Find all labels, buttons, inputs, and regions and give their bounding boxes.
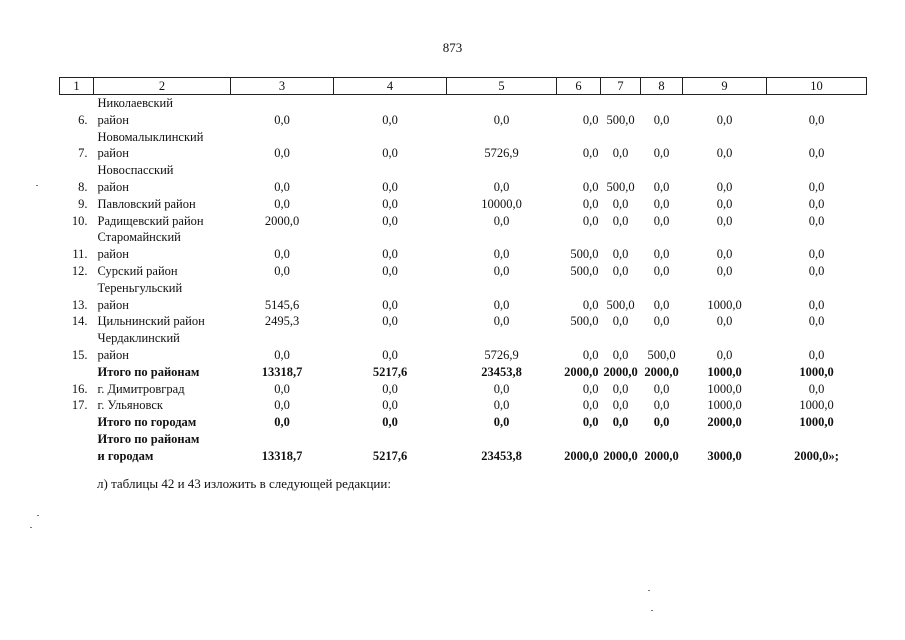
value-cell-col-3: 0,0 <box>274 179 290 194</box>
value-cell-col-10: 0,0 <box>808 213 825 228</box>
value-cell-col-8: 2000,0 <box>644 364 679 379</box>
value-cell-col-7: 2000,0 <box>603 448 638 463</box>
value-cell-col-7: 0,0 <box>612 398 629 413</box>
district-name-line: и городам <box>97 448 154 463</box>
district-name <box>94 381 231 398</box>
value-cell-col-6: 0,0 <box>582 381 599 396</box>
scan-speck <box>30 527 32 528</box>
value-cell-col-9: 0,0 <box>716 213 733 228</box>
value-cell-col-8: 0,0 <box>653 213 670 228</box>
value-cell-col-9: 2000,0 <box>707 415 742 430</box>
district-name-line: Итого по районам <box>97 431 200 446</box>
district-name-line: Николаевский <box>97 96 173 110</box>
value-cell-col-10: 0,0 <box>808 179 825 194</box>
value-cell-col-4: 0,0 <box>382 415 398 430</box>
row-number <box>60 431 94 465</box>
row-number <box>60 364 94 381</box>
value-cell-col-9: 0,0 <box>716 179 733 194</box>
value-cell-col-6: 2000,0 <box>564 364 599 379</box>
district-name-line: Чердаклинский <box>97 331 180 346</box>
header-cell: 3 <box>231 78 334 95</box>
value-cell-col-10: 0,0 <box>808 263 825 278</box>
district-name-line: район <box>97 347 129 362</box>
row-number: 9. <box>78 196 88 211</box>
value-cell-col-6: 0,0 <box>582 112 599 127</box>
table-row <box>60 313 867 330</box>
value-cell-col-5: 0,0 <box>493 415 510 430</box>
value-cell-col-4: 0,0 <box>382 112 398 127</box>
budget-table <box>59 77 867 465</box>
district-name <box>94 414 231 431</box>
value-cell-col-7: 500,0 <box>606 297 635 312</box>
value-cell-col-5: 0,0 <box>493 398 510 413</box>
row-number: 8. <box>78 179 88 194</box>
value-cell-col-4: 0,0 <box>382 213 398 228</box>
value-cell-col-3: 0,0 <box>274 415 290 430</box>
value-cell-col-7: 0,0 <box>612 146 629 161</box>
header-cell: 4 <box>334 78 447 95</box>
value-cell-col-3: 0,0 <box>274 347 290 362</box>
value-cell-col-4: 0,0 <box>382 398 398 413</box>
value-cell-col-7: 0,0 <box>612 263 629 278</box>
value-cell-col-4: 0,0 <box>382 146 398 161</box>
table-row <box>60 280 867 314</box>
row-number: 6. <box>78 112 88 127</box>
value-cell-col-4: 0,0 <box>382 196 398 211</box>
table-row <box>60 196 867 213</box>
district-name-line: Итого по городам <box>97 415 197 430</box>
value-cell-col-4: 0,0 <box>382 247 398 262</box>
district-name-line: г. Димитровград <box>97 381 185 396</box>
value-cell-col-9: 3000,0 <box>707 448 742 463</box>
value-cell-col-3: 0,0 <box>274 263 290 278</box>
district-name-line: Цильнинский район <box>97 314 205 329</box>
value-cell-col-8: 0,0 <box>653 247 670 262</box>
value-cell-col-4: 5217,6 <box>372 364 408 379</box>
district-name-line: район <box>97 247 129 262</box>
value-cell-col-5: 0,0 <box>493 179 510 194</box>
value-cell-col-8: 0,0 <box>653 179 670 194</box>
value-cell-col-6: 0,0 <box>582 415 599 430</box>
value-cell-col-5: 5726,9 <box>484 347 519 362</box>
header-cell: 1 <box>60 78 94 95</box>
value-cell-col-8: 0,0 <box>653 263 670 278</box>
value-cell-col-3: 0,0 <box>274 112 290 127</box>
scan-speck <box>648 590 650 591</box>
value-cell-col-7: 0,0 <box>612 381 629 396</box>
district-name-line: Новомалыклинский <box>97 129 204 144</box>
value-cell-col-6: 0,0 <box>582 179 599 194</box>
value-cell-col-8: 0,0 <box>653 381 670 396</box>
value-cell-col-9: 0,0 <box>716 146 733 161</box>
district-name <box>94 397 231 414</box>
row-number <box>60 414 94 431</box>
value-cell-col-4: 0,0 <box>382 314 398 329</box>
value-cell-col-8: 500,0 <box>647 347 676 362</box>
table-row <box>60 381 867 398</box>
district-name <box>94 213 231 230</box>
row-number: 12. <box>71 263 88 278</box>
value-cell-col-10: 0,0 <box>808 297 825 312</box>
value-cell-col-5: 0,0 <box>493 247 510 262</box>
district-name-line: район <box>97 146 129 161</box>
value-cell-col-7: 500,0 <box>606 179 635 194</box>
value-cell-col-6: 0,0 <box>582 398 599 413</box>
district-name <box>94 129 231 163</box>
district-name-line: Радищевский район <box>97 213 204 228</box>
value-cell-col-3: 5145,6 <box>264 297 300 312</box>
value-cell-col-5: 0,0 <box>493 314 510 329</box>
header-cell: 10 <box>767 78 867 95</box>
value-cell-col-5: 0,0 <box>493 381 510 396</box>
value-cell-col-5: 0,0 <box>493 112 510 127</box>
value-cell-col-10: 1000,0 <box>799 364 834 379</box>
value-cell-col-10: 0,0 <box>808 146 825 161</box>
table-body <box>60 95 867 465</box>
value-cell-col-7: 500,0 <box>606 112 635 127</box>
header-cell: 6 <box>557 78 601 95</box>
value-cell-col-5: 0,0 <box>493 213 510 228</box>
row-number: 15. <box>71 347 88 362</box>
value-cell-col-10: 0,0 <box>808 112 825 127</box>
value-cell-col-9: 1000,0 <box>707 398 742 413</box>
value-cell-col-9: 0,0 <box>716 112 733 127</box>
value-cell-col-6: 0,0 <box>582 213 599 228</box>
value-cell-col-3: 2000,0 <box>264 213 300 228</box>
value-cell-col-7: 2000,0 <box>603 364 638 379</box>
district-name-line: район <box>97 112 129 127</box>
row-number: 16. <box>71 381 88 396</box>
district-name-line: район <box>97 297 129 312</box>
value-cell-col-9: 1000,0 <box>707 364 742 379</box>
value-cell-col-3: 0,0 <box>274 398 290 413</box>
table-row <box>60 162 867 196</box>
value-cell-col-9: 0,0 <box>716 263 733 278</box>
value-cell-col-8: 0,0 <box>653 297 670 312</box>
value-cell-col-6: 500,0 <box>570 247 599 262</box>
value-cell-col-10: 0,0 <box>808 381 825 396</box>
district-name-line: Новоспасский <box>97 163 174 178</box>
district-name <box>94 313 231 330</box>
value-cell-col-9: 0,0 <box>716 247 733 262</box>
page-number: 873 <box>442 40 463 55</box>
district-name-line: район <box>97 179 129 194</box>
value-cell-col-4: 0,0 <box>382 297 398 312</box>
table-row <box>60 330 867 364</box>
value-cell-col-9: 0,0 <box>716 314 733 329</box>
district-name <box>94 330 231 364</box>
value-cell-col-8: 0,0 <box>653 146 670 161</box>
district-name-line: г. Ульяновск <box>97 398 163 413</box>
value-cell-col-3: 0,0 <box>274 196 290 211</box>
value-cell-col-6: 0,0 <box>582 146 599 161</box>
value-cell-col-5: 0,0 <box>493 263 510 278</box>
table-total-row <box>60 431 867 465</box>
value-cell-col-10: 2000,0»; <box>794 448 839 463</box>
value-cell-col-3: 0,0 <box>274 146 290 161</box>
scan-speck <box>37 515 39 516</box>
table-row <box>60 229 867 263</box>
value-cell-col-7: 0,0 <box>612 314 629 329</box>
row-number: 10. <box>71 213 88 228</box>
header-row <box>60 78 867 95</box>
district-name <box>94 280 231 314</box>
value-cell-col-9: 1000,0 <box>707 297 742 312</box>
district-name <box>94 162 231 196</box>
value-cell-col-6: 0,0 <box>582 297 599 312</box>
value-cell-col-7: 0,0 <box>612 196 629 211</box>
value-cell-col-3: 0,0 <box>274 247 290 262</box>
row-number: 11. <box>72 247 88 262</box>
value-cell-col-8: 0,0 <box>653 314 670 329</box>
district-name <box>94 229 231 263</box>
district-name <box>94 196 231 213</box>
district-name <box>94 263 231 280</box>
table-row <box>60 95 867 129</box>
value-cell-col-5: 0,0 <box>493 297 510 312</box>
table-row <box>60 263 867 280</box>
value-cell-col-4: 0,0 <box>382 347 398 362</box>
table-row <box>60 397 867 414</box>
footnote-text: л) таблицы 42 и 43 изложить в следующей редакции: <box>97 476 391 491</box>
value-cell-col-10: 0,0 <box>808 247 825 262</box>
value-cell-col-8: 0,0 <box>653 112 670 127</box>
value-cell-col-9: 1000,0 <box>707 381 742 396</box>
value-cell-col-6: 2000,0 <box>564 448 599 463</box>
value-cell-col-8: 0,0 <box>653 196 670 211</box>
district-name-line: Павловский район <box>97 196 196 211</box>
value-cell-col-6: 0,0 <box>582 347 599 362</box>
scan-speck <box>36 185 38 186</box>
header-cell: 8 <box>641 78 683 95</box>
district-name <box>94 431 231 465</box>
header-cell: 2 <box>94 78 231 95</box>
value-cell-col-6: 500,0 <box>570 314 599 329</box>
row-number: 17. <box>71 398 88 413</box>
value-cell-col-6: 500,0 <box>570 263 599 278</box>
value-cell-col-4: 5217,6 <box>372 448 408 463</box>
value-cell-col-3: 0,0 <box>274 381 290 396</box>
value-cell-col-9: 0,0 <box>716 347 733 362</box>
table-row <box>60 129 867 163</box>
value-cell-col-7: 0,0 <box>612 415 629 430</box>
value-cell-col-4: 0,0 <box>382 381 398 396</box>
value-cell-col-10: 1000,0 <box>799 398 834 413</box>
header-cell: 7 <box>601 78 641 95</box>
value-cell-col-5: 23453,8 <box>481 364 522 379</box>
value-cell-col-10: 1000,0 <box>799 415 834 430</box>
district-name-line: Старомайнский <box>97 230 181 245</box>
district-name <box>94 364 231 381</box>
value-cell-col-7: 0,0 <box>612 247 629 262</box>
value-cell-col-6: 0,0 <box>582 196 599 211</box>
header-cell: 5 <box>447 78 557 95</box>
district-name <box>94 95 231 129</box>
value-cell-col-7: 0,0 <box>612 347 629 362</box>
row-number: 7. <box>78 146 88 161</box>
district-name-line: Итого по районам <box>97 364 200 379</box>
table-total-row <box>60 414 867 431</box>
value-cell-col-9: 0,0 <box>716 196 733 211</box>
value-cell-col-5: 23453,8 <box>481 448 522 463</box>
value-cell-col-10: 0,0 <box>808 347 825 362</box>
value-cell-col-4: 0,0 <box>382 263 398 278</box>
row-number: 13. <box>71 297 88 312</box>
value-cell-col-8: 0,0 <box>653 398 670 413</box>
table-row <box>60 213 867 230</box>
value-cell-col-3: 13318,7 <box>261 364 303 379</box>
value-cell-col-3: 13318,7 <box>261 448 303 463</box>
header-cell: 9 <box>683 78 767 95</box>
table-total-row <box>60 364 867 381</box>
value-cell-col-5: 10000,0 <box>481 196 522 211</box>
row-number: 14. <box>71 314 88 329</box>
scan-speck <box>651 610 653 611</box>
value-cell-col-8: 2000,0 <box>644 448 679 463</box>
district-name-line: Тереньгульский <box>97 280 183 295</box>
value-cell-col-8: 0,0 <box>653 415 670 430</box>
district-name-line: Сурский район <box>97 263 178 278</box>
value-cell-col-10: 0,0 <box>808 196 825 211</box>
value-cell-col-3: 2495,3 <box>264 314 300 329</box>
value-cell-col-4: 0,0 <box>382 179 398 194</box>
value-cell-col-5: 5726,9 <box>484 146 519 161</box>
value-cell-col-10: 0,0 <box>808 314 825 329</box>
value-cell-col-7: 0,0 <box>612 213 629 228</box>
